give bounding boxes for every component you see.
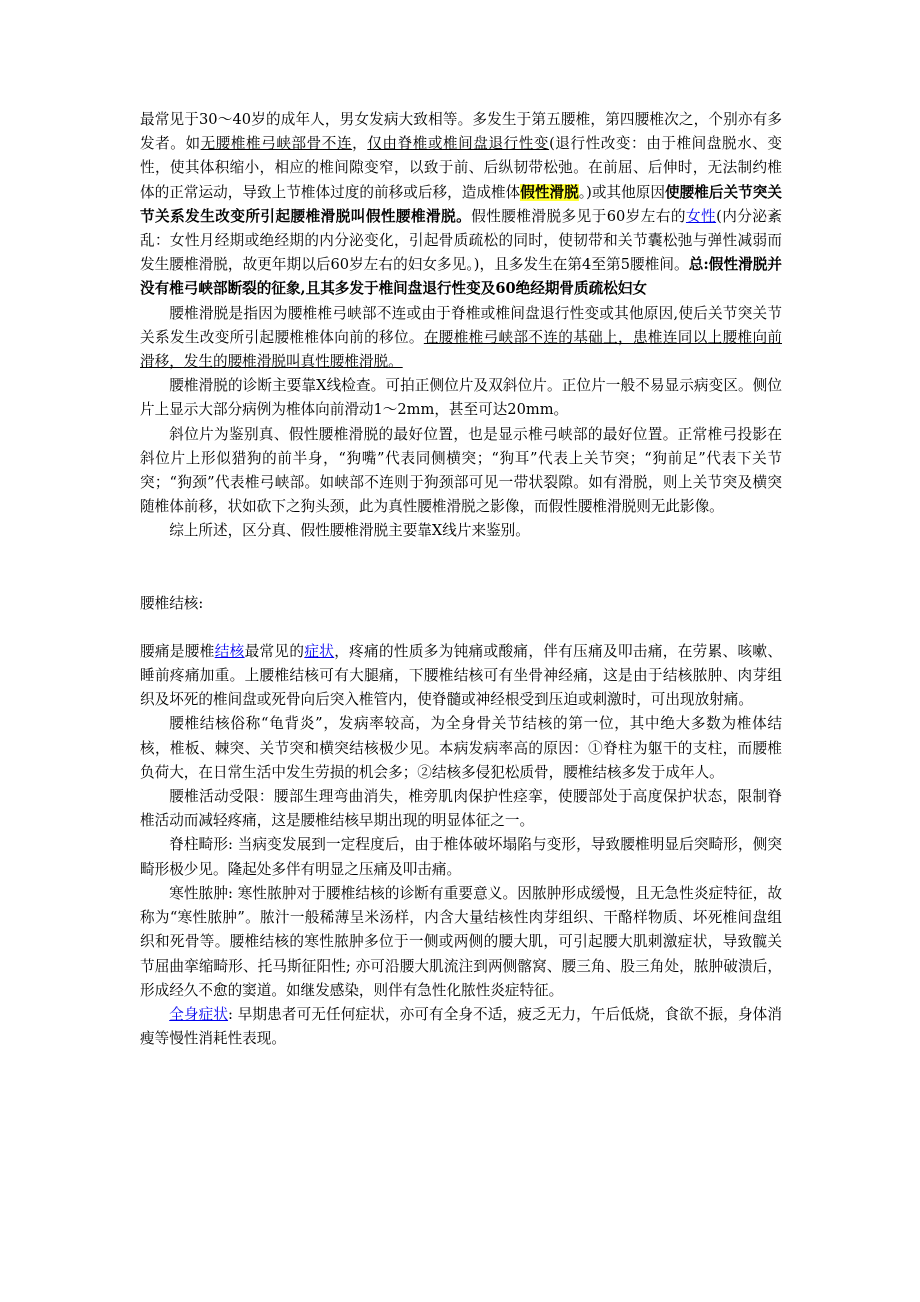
text-run: 最常见的	[244, 642, 305, 660]
text-run: 腰椎滑脱是指因为腰椎椎弓峡部不连或由于脊椎或椎间盘退行性变或其他原因,使后关节突关节关系发生改变所引起腰椎椎体向前的移位。	[140, 304, 782, 346]
paragraph-back-pain	[140, 640, 782, 713]
underlined-text: 仅由脊椎或椎间盘退行性变	[367, 135, 550, 153]
link-symptom[interactable]: 症状	[304, 642, 335, 660]
underlined-text: 无腰椎椎弓峡部骨不连	[200, 135, 353, 153]
underlined-text: 在腰椎椎弓峡部不连的基础上，患椎连同以上腰椎向前滑移，发生的腰椎滑脱叫真性腰椎滑脱。	[140, 328, 782, 371]
paragraph-systemic-symptoms	[140, 1003, 782, 1051]
link-systemic-symptoms[interactable]: 全身症状	[169, 1005, 229, 1023]
text-run: ，	[352, 135, 368, 153]
link-female[interactable]: 女性	[685, 207, 717, 225]
paragraph-spinal-deformity: 脊柱畸形: 当病变发展到一定程度后，由于椎体破坏塌陷与变形，导致腰椎明显后突畸形，侧突畸形极少见。隆起处多伴有明显之压痛及叩击痛。	[140, 836, 782, 878]
paragraph-pseudo-spondylolisthesis	[140, 108, 782, 302]
paragraph-conclusion: 综上所述，区分真、假性腰椎滑脱主要靠X线片来鉴别。	[169, 522, 530, 540]
text-run: 。)或其他原因	[578, 183, 665, 201]
text-run: : 早期患者可无任何症状，亦可有全身不适，疲乏无力，午后低烧，食欲不振，身体消瘦等慢性消耗性表现。	[140, 1005, 782, 1048]
paragraph-true-spondylolisthesis	[140, 302, 782, 375]
highlighted-term: 假性滑脱	[520, 183, 579, 201]
text-run: ，疼痛的性质多为钝痛或酸痛，伴有压痛及叩击痛，在劳累、咳嗽、睡前疼痛加重。上腰椎结核可有大腿痛，下腰椎结核可有坐骨神经痛，这是由于结核脓肿、肉芽组织及坏死的椎间盘或死骨向后突入椎管内，使脊髓或神经根受到压迫或刺激时，可出现放射痛。	[140, 642, 782, 709]
document-page	[140, 108, 782, 1051]
paragraph-turtle-back: 腰椎结核俗称“龟背炎”，发病率较高，为全身骨关节结核的第一位，其中绝大多数为椎体结核，椎板、棘突、关节突和横突结核极少见。本病发病率高的原因：①脊柱为躯干的支柱，而腰椎负荷大，在日常生活中发生劳损的机会多；②结核多侵犯松质骨，腰椎结核多发于成年人。	[140, 715, 782, 781]
text-run: (内分泌紊乱：女性月经期或绝经期的内分泌变化，引起骨质疏松的同时，使韧带和关节囊松弛与弹性减弱而发生腰椎滑脱，故更年期以后60岁左右的妇女多见。)，且多发生在第4至第5腰椎间。	[140, 207, 782, 274]
paragraph-oblique-view: 斜位片为鉴别真、假性腰椎滑脱的最好位置，也是显示椎弓峡部的最好位置。正常椎弓投影在斜位片上形似猎狗的前半身，“狗嘴”代表同侧横突；“狗耳”代表上关节突；“狗前足”代表下关节突；“狗颈”代表椎弓峡部。如峡部不连则于狗颈部可见一带状裂隙。如有滑脱，则上关节突及横突随椎体前移，状如砍下之狗头颈，此为真性腰椎滑脱之影像，而假性腰椎滑脱则无此影像。	[140, 425, 782, 516]
section-title-lumbar-tuberculosis: 腰椎结核:	[140, 594, 204, 612]
text-run: 假性腰椎滑脱多见于60岁左右的	[471, 207, 686, 225]
link-tuberculosis[interactable]: 结核	[214, 642, 245, 660]
text-run: 腰痛是腰椎	[140, 642, 215, 660]
bold-summary: 总:假性滑脱并没有椎弓峡部断裂的征象,且其多发于椎间盘退行性变及60绝经期骨质疏松妇女	[140, 256, 783, 298]
paragraph-limited-motion: 腰椎活动受限：腰部生理弯曲消失，椎旁肌肉保护性痉挛，使腰部处于高度保护状态，限制脊椎活动而减轻疼痛，这是腰椎结核早期出现的明显体征之一。	[140, 788, 782, 830]
paragraph-cold-abscess: 寒性脓肿: 寒性脓肿对于腰椎结核的诊断有重要意义。因脓肿形成缓慢，且无急性炎症特征，故称为“寒性脓肿”。脓汁一般稀薄呈米汤样，内含大量结核性肉芽组织、干酪样物质、坏死椎间盘组织和死骨等。腰椎结核的寒性脓肿多位于一侧或两侧的腰大肌，可引起腰大肌刺激症状，导致髋关节屈曲挛缩畸形、托马斯征阳性; 亦可沿腰大肌流注到两侧髂窝、腰三角、股三角处，脓肿破溃后，形成经久不愈的窦道。如继发感染，则伴有急性化脓性炎症特征。	[140, 884, 782, 999]
bold-definition: 使腰椎后关节突关节关系发生改变所引起腰椎滑脱叫假性腰椎滑脱。	[140, 183, 782, 225]
text-run: (退行性改变：由于椎间盘脱水、变性，使其体积缩小，相应的椎间隙变窄，以致于前、后纵韧带松弛。在前屈、后伸时，无法制约椎体的正常运动，导致上节椎体过度的前移或后移，造成椎体	[140, 135, 782, 201]
text-run: 最常见于30～40岁的成年人，男女发病大致相等。多发生于第五腰椎，第四腰椎次之，个别亦有多发者。如	[140, 111, 782, 153]
paragraph-xray-diagnosis: 腰椎滑脱的诊断主要靠X线检查。可拍正侧位片及双斜位片。正位片一般不易显示病变区。侧位片上显示大部分病例为椎体向前滑动1～2mm，甚至可达20mm。	[140, 377, 782, 419]
